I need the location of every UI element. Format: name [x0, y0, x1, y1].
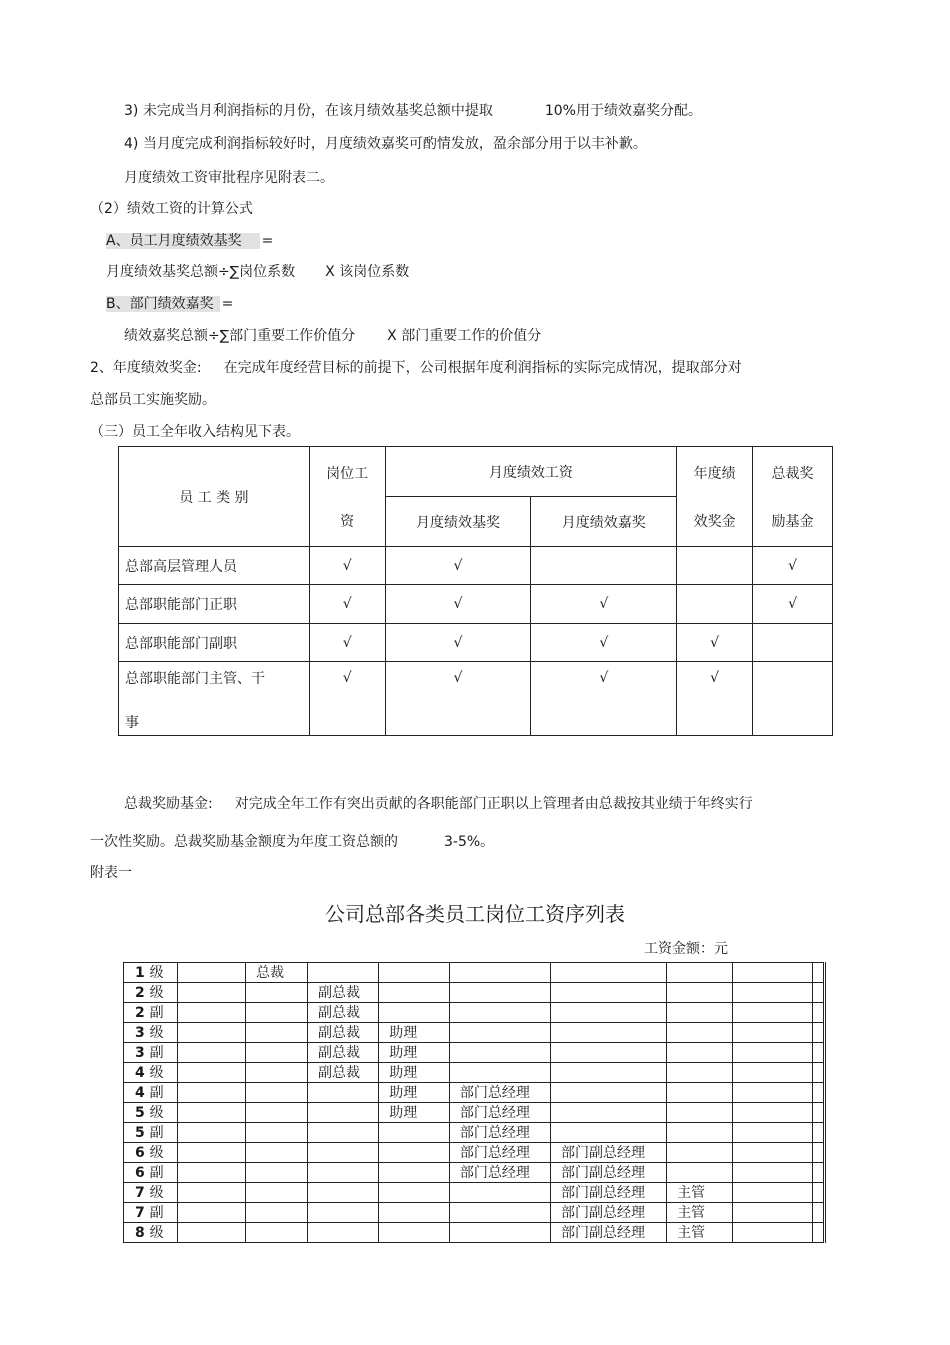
- rank-level: [124, 1083, 178, 1103]
- rank-cell: [379, 1003, 450, 1023]
- rank-row: [124, 1203, 825, 1223]
- cell-mark: √: [531, 662, 677, 736]
- rank-cell: [667, 1103, 733, 1123]
- rank-cell: [732, 1043, 812, 1063]
- rank-cell: [812, 1003, 824, 1023]
- rank-cell: [449, 1203, 550, 1223]
- rank-cell: 主管: [667, 1203, 733, 1223]
- table-row: [119, 662, 833, 736]
- category-text: 总部职能部门主管、干: [125, 670, 265, 687]
- rank-cell: [449, 963, 550, 983]
- rank-level: [124, 983, 178, 1003]
- rank-cell: [732, 963, 812, 983]
- table-row: [119, 547, 833, 585]
- rank-cell: [307, 1143, 378, 1163]
- cell-mark: √: [385, 624, 531, 662]
- header-post-wage: [309, 447, 385, 547]
- rank-cell: [245, 1043, 307, 1063]
- rank-cell: 副总裁: [307, 1043, 378, 1063]
- rank-cell: [178, 1083, 246, 1103]
- rank-row: [124, 1083, 825, 1103]
- rank-cell: [812, 1083, 824, 1103]
- rank-cell: [732, 1123, 812, 1143]
- rank-level: [124, 1043, 178, 1063]
- rank-cell: 总裁: [245, 963, 307, 983]
- rank-cell: [667, 1063, 733, 1083]
- rank-cell: [732, 1083, 812, 1103]
- paragraph-line: [90, 832, 494, 852]
- rank-cell: [667, 1043, 733, 1063]
- rank-cell: 助理: [379, 1043, 450, 1063]
- cell-mark: √: [309, 547, 385, 585]
- rank-cell: [379, 1123, 450, 1143]
- rank-cell: 助理: [379, 1023, 450, 1043]
- rank-cell: [550, 1103, 666, 1123]
- rank-cell: [379, 1183, 450, 1203]
- cell-mark: [531, 547, 677, 585]
- unit-label: 工资金额：元: [644, 941, 728, 957]
- cell-mark: √: [309, 662, 385, 736]
- rank-cell: [550, 1123, 666, 1143]
- formula-text: X 该岗位系数: [325, 264, 410, 280]
- header-text: 资: [340, 513, 355, 530]
- header-ceo-fund: [753, 447, 833, 547]
- header-monthly-perf: 月度绩效工资: [385, 447, 677, 497]
- rank-suffix: 级: [149, 1224, 164, 1241]
- rank-suffix: 副: [149, 1124, 164, 1141]
- rank-cell: 副总裁: [307, 1063, 378, 1083]
- row-category: 总部职能部门正职: [119, 585, 310, 624]
- rank-cell: [245, 1123, 307, 1143]
- paragraph-text: 对完成全年工作有突出贡献的各职能部门正职以上管理者由总裁按其业绩于年终实行: [234, 796, 753, 812]
- cell-mark: √: [753, 547, 833, 585]
- rank-level: [124, 1123, 178, 1143]
- rank-cell: [667, 1003, 733, 1023]
- rank-row: [124, 1143, 825, 1163]
- rank-cell: [245, 1223, 307, 1243]
- rank-cell: 主管: [667, 1223, 733, 1243]
- rank-cell: [307, 963, 378, 983]
- rank-suffix: 级: [149, 1064, 164, 1081]
- rank-cell: 部门副总经理: [550, 1183, 666, 1203]
- formula-b-body: [124, 326, 541, 346]
- rank-cell: [379, 1223, 450, 1243]
- formula-b: [106, 294, 233, 314]
- rank-level: [124, 1023, 178, 1043]
- rank-cell: 部门副总经理: [550, 1163, 666, 1183]
- rank-cell: 部门副总经理: [550, 1143, 666, 1163]
- rank-cell: [379, 1163, 450, 1183]
- rank-cell: [812, 1063, 824, 1083]
- paragraph-line: 总部员工实施奖励。: [90, 392, 216, 408]
- header-category: 员 工 类 别: [119, 447, 310, 547]
- rank-level: [124, 1003, 178, 1023]
- rank-cell: [307, 1203, 378, 1223]
- rank-cell: [732, 1143, 812, 1163]
- paragraph-head: 2、年度绩效奖金:: [90, 360, 202, 376]
- cell-mark: √: [385, 547, 531, 585]
- rank-number: 3: [135, 1024, 145, 1041]
- rank-level: [124, 1143, 178, 1163]
- cell-mark: √: [677, 624, 753, 662]
- rank-level: [124, 1203, 178, 1223]
- rank-suffix: 级: [149, 1024, 164, 1041]
- formula-b-label: B、部门绩效嘉奖: [106, 296, 220, 312]
- formula-text: 绩效嘉奖总额÷∑部门重要工作价值分: [124, 328, 356, 344]
- rank-cell: [732, 1003, 812, 1023]
- rank-suffix: 级: [149, 1184, 164, 1201]
- rank-cell: [245, 1143, 307, 1163]
- rank-cell: [550, 983, 666, 1003]
- formula-a: [106, 231, 273, 251]
- header-monthly-base: 月度绩效基奖: [385, 497, 531, 547]
- table-row: [119, 585, 833, 624]
- equals-sign: =: [261, 233, 274, 249]
- cell-mark: √: [309, 624, 385, 662]
- rank-cell: [245, 1203, 307, 1223]
- rank-cell: [178, 1183, 246, 1203]
- rank-cell: [732, 1163, 812, 1183]
- rank-cell: [449, 983, 550, 1003]
- rank-cell: [307, 1163, 378, 1183]
- rank-cell: [178, 1103, 246, 1123]
- rank-cell: 部门总经理: [449, 1083, 550, 1103]
- rank-cell: [732, 1223, 812, 1243]
- paragraph-text: 一次性奖励。总裁奖励基金额度为年度工资总额的: [90, 834, 398, 850]
- paragraph-text: 3-5%。: [444, 834, 495, 850]
- rank-cell: [307, 1083, 378, 1103]
- rank-cell: [667, 1143, 733, 1163]
- rank-cell: 副总裁: [307, 983, 378, 1003]
- rank-cell: [178, 1063, 246, 1083]
- rank-cell: [812, 1023, 824, 1043]
- cell-mark: √: [385, 585, 531, 624]
- rank-wage-table: [123, 962, 826, 1243]
- rank-cell: [307, 1223, 378, 1243]
- paragraph-line: 月度绩效工资审批程序见附表二。: [124, 170, 334, 186]
- equals-sign: =: [221, 296, 234, 312]
- paragraph-head: 总裁奖励基金:: [124, 796, 213, 812]
- cell-mark: √: [309, 585, 385, 624]
- rank-cell: [379, 1143, 450, 1163]
- rank-cell: [178, 963, 246, 983]
- rank-row: [124, 1183, 825, 1203]
- rank-suffix: 副: [149, 1004, 164, 1021]
- rank-cell: [449, 1223, 550, 1243]
- rank-cell: 助理: [379, 1083, 450, 1103]
- rank-cell: [449, 1043, 550, 1063]
- rank-level: [124, 1223, 178, 1243]
- rank-level: [124, 1103, 178, 1123]
- rank-cell: [812, 1163, 824, 1183]
- rank-cell: 副总裁: [307, 1023, 378, 1043]
- cell-mark: [677, 585, 753, 624]
- cell-mark: [753, 662, 833, 736]
- rank-cell: [178, 1223, 246, 1243]
- cell-mark: [677, 547, 753, 585]
- rank-level: [124, 963, 178, 983]
- row-category: [119, 662, 310, 736]
- header-text: 年度绩: [693, 465, 736, 482]
- paragraph-text: 10%用于绩效嘉奖分配。: [544, 103, 702, 119]
- rank-cell: [307, 1103, 378, 1123]
- rank-cell: [732, 1103, 812, 1123]
- formula-text: 月度绩效基奖总额÷∑岗位系数: [106, 264, 296, 280]
- rank-cell: [812, 983, 824, 1003]
- rank-cell: [245, 1023, 307, 1043]
- rank-cell: [449, 1063, 550, 1083]
- formula-a-label: A、员工月度绩效基奖: [106, 233, 260, 249]
- row-category: 总部职能部门副职: [119, 624, 310, 662]
- cell-mark: √: [753, 585, 833, 624]
- rank-cell: 部门总经理: [449, 1163, 550, 1183]
- rank-cell: [732, 1203, 812, 1223]
- cell-mark: √: [677, 662, 753, 736]
- paragraph-line: 4) 当月度完成利润指标较好时，月度绩效嘉奖可酌情发放，盈余部分用于以丰补歉。: [124, 136, 647, 152]
- rank-level: [124, 1063, 178, 1083]
- rank-cell: [667, 1023, 733, 1043]
- cell-mark: √: [531, 585, 677, 624]
- formula-text: X 部门重要工作的价值分: [387, 328, 542, 344]
- header-text: 总裁奖: [771, 465, 814, 482]
- rank-cell: [245, 1163, 307, 1183]
- rank-cell: [667, 1163, 733, 1183]
- rank-cell: [812, 1183, 824, 1203]
- rank-number: 5: [135, 1104, 145, 1121]
- rank-cell: [178, 1043, 246, 1063]
- rank-row: [124, 1023, 825, 1043]
- rank-cell: [245, 1063, 307, 1083]
- header-text: 岗位工: [326, 465, 369, 482]
- rank-row: [124, 1043, 825, 1063]
- section-heading: （2）绩效工资的计算公式: [90, 201, 253, 217]
- rank-cell: [732, 1063, 812, 1083]
- rank-cell: [245, 1003, 307, 1023]
- rank-cell: [245, 983, 307, 1003]
- paragraph-text: 在完成年度经营目标的前提下，公司根据年度利润指标的实际完成情况，提取部分对: [223, 360, 742, 376]
- rank-row: [124, 1003, 825, 1023]
- table-row: [119, 624, 833, 662]
- rank-cell: [667, 963, 733, 983]
- cell-mark: √: [531, 624, 677, 662]
- paragraph-line: [124, 794, 753, 814]
- rank-row: [124, 963, 825, 983]
- rank-cell: [307, 1183, 378, 1203]
- rank-cell: [449, 1023, 550, 1043]
- rank-cell: 部门总经理: [449, 1123, 550, 1143]
- rank-cell: [178, 1143, 246, 1163]
- rank-suffix: 副: [149, 1044, 164, 1061]
- row-category: 总部高层管理人员: [119, 547, 310, 585]
- rank-number: 7: [135, 1204, 145, 1221]
- rank-cell: [812, 963, 824, 983]
- rank-cell: [812, 1103, 824, 1123]
- rank-cell: [812, 1043, 824, 1063]
- rank-cell: [449, 1003, 550, 1023]
- rank-cell: [550, 1003, 666, 1023]
- rank-cell: [812, 1223, 824, 1243]
- header-annual: [677, 447, 753, 547]
- rank-cell: [245, 1103, 307, 1123]
- rank-number: 1: [135, 964, 145, 981]
- rank-cell: [178, 1163, 246, 1183]
- rank-cell: [550, 1083, 666, 1103]
- rank-number: 4: [135, 1064, 145, 1081]
- rank-cell: [178, 1203, 246, 1223]
- rank-number: 6: [135, 1144, 145, 1161]
- rank-number: 3: [135, 1044, 145, 1061]
- rank-suffix: 级: [149, 964, 164, 981]
- rank-number: 8: [135, 1224, 145, 1241]
- rank-cell: 主管: [667, 1183, 733, 1203]
- rank-cell: 部门副总经理: [550, 1203, 666, 1223]
- rank-cell: [178, 1003, 246, 1023]
- rank-cell: [667, 983, 733, 1003]
- rank-number: 7: [135, 1184, 145, 1201]
- paragraph-line: [90, 358, 742, 378]
- rank-cell: [379, 983, 450, 1003]
- rank-cell: 部门总经理: [449, 1143, 550, 1163]
- section-heading: （三）员工全年收入结构见下表。: [90, 424, 300, 440]
- rank-row: [124, 1063, 825, 1083]
- rank-cell: [732, 1023, 812, 1043]
- rank-level: [124, 1183, 178, 1203]
- rank-cell: [550, 1063, 666, 1083]
- rank-row: [124, 983, 825, 1003]
- rank-number: 5: [135, 1124, 145, 1141]
- rank-cell: 副总裁: [307, 1003, 378, 1023]
- rank-cell: [550, 963, 666, 983]
- rank-number: 2: [135, 984, 145, 1001]
- category-text: 事: [125, 714, 139, 731]
- cell-mark: √: [385, 662, 531, 736]
- rank-cell: 助理: [379, 1103, 450, 1123]
- header-monthly-bonus: 月度绩效嘉奖: [531, 497, 677, 547]
- rank-cell: [307, 1123, 378, 1143]
- rank-row: [124, 1223, 825, 1243]
- rank-suffix: 副: [149, 1164, 164, 1181]
- rank-cell: [178, 983, 246, 1003]
- rank-row: [124, 1103, 825, 1123]
- rank-cell: [178, 1123, 246, 1143]
- rank-table-title: 公司总部各类员工岗位工资序列表: [325, 902, 625, 926]
- rank-level: [124, 1163, 178, 1183]
- rank-suffix: 级: [149, 1104, 164, 1121]
- rank-cell: [732, 983, 812, 1003]
- rank-cell: [379, 963, 450, 983]
- rank-cell: [245, 1183, 307, 1203]
- rank-cell: [667, 1123, 733, 1143]
- rank-number: 6: [135, 1164, 145, 1181]
- rank-number: 2: [135, 1004, 145, 1021]
- rank-cell: [667, 1083, 733, 1103]
- rank-cell: [550, 1043, 666, 1063]
- paragraph-text: 3) 未完成当月利润指标的月份，在该月绩效基奖总额中提取: [124, 103, 493, 119]
- rank-cell: [812, 1203, 824, 1223]
- rank-cell: [379, 1203, 450, 1223]
- rank-number: 4: [135, 1084, 145, 1101]
- rank-cell: 部门总经理: [449, 1103, 550, 1123]
- rank-suffix: 级: [149, 984, 164, 1001]
- header-text: 励基金: [771, 513, 814, 530]
- income-structure-table: [118, 446, 833, 736]
- rank-cell: [245, 1083, 307, 1103]
- rank-cell: 助理: [379, 1063, 450, 1083]
- paragraph-line: [124, 101, 702, 121]
- rank-cell: 部门副总经理: [550, 1223, 666, 1243]
- appendix-label: 附表一: [90, 865, 132, 881]
- rank-suffix: 副: [149, 1204, 164, 1221]
- cell-mark: [753, 624, 833, 662]
- formula-a-body: [106, 262, 409, 282]
- rank-row: [124, 1163, 825, 1183]
- rank-cell: [178, 1023, 246, 1043]
- rank-cell: [812, 1123, 824, 1143]
- rank-suffix: 级: [149, 1144, 164, 1161]
- rank-cell: [449, 1183, 550, 1203]
- rank-cell: [732, 1183, 812, 1203]
- rank-cell: [550, 1023, 666, 1043]
- header-text: 效奖金: [693, 513, 736, 530]
- rank-row: [124, 1123, 825, 1143]
- rank-cell: [812, 1143, 824, 1163]
- rank-suffix: 副: [149, 1084, 164, 1101]
